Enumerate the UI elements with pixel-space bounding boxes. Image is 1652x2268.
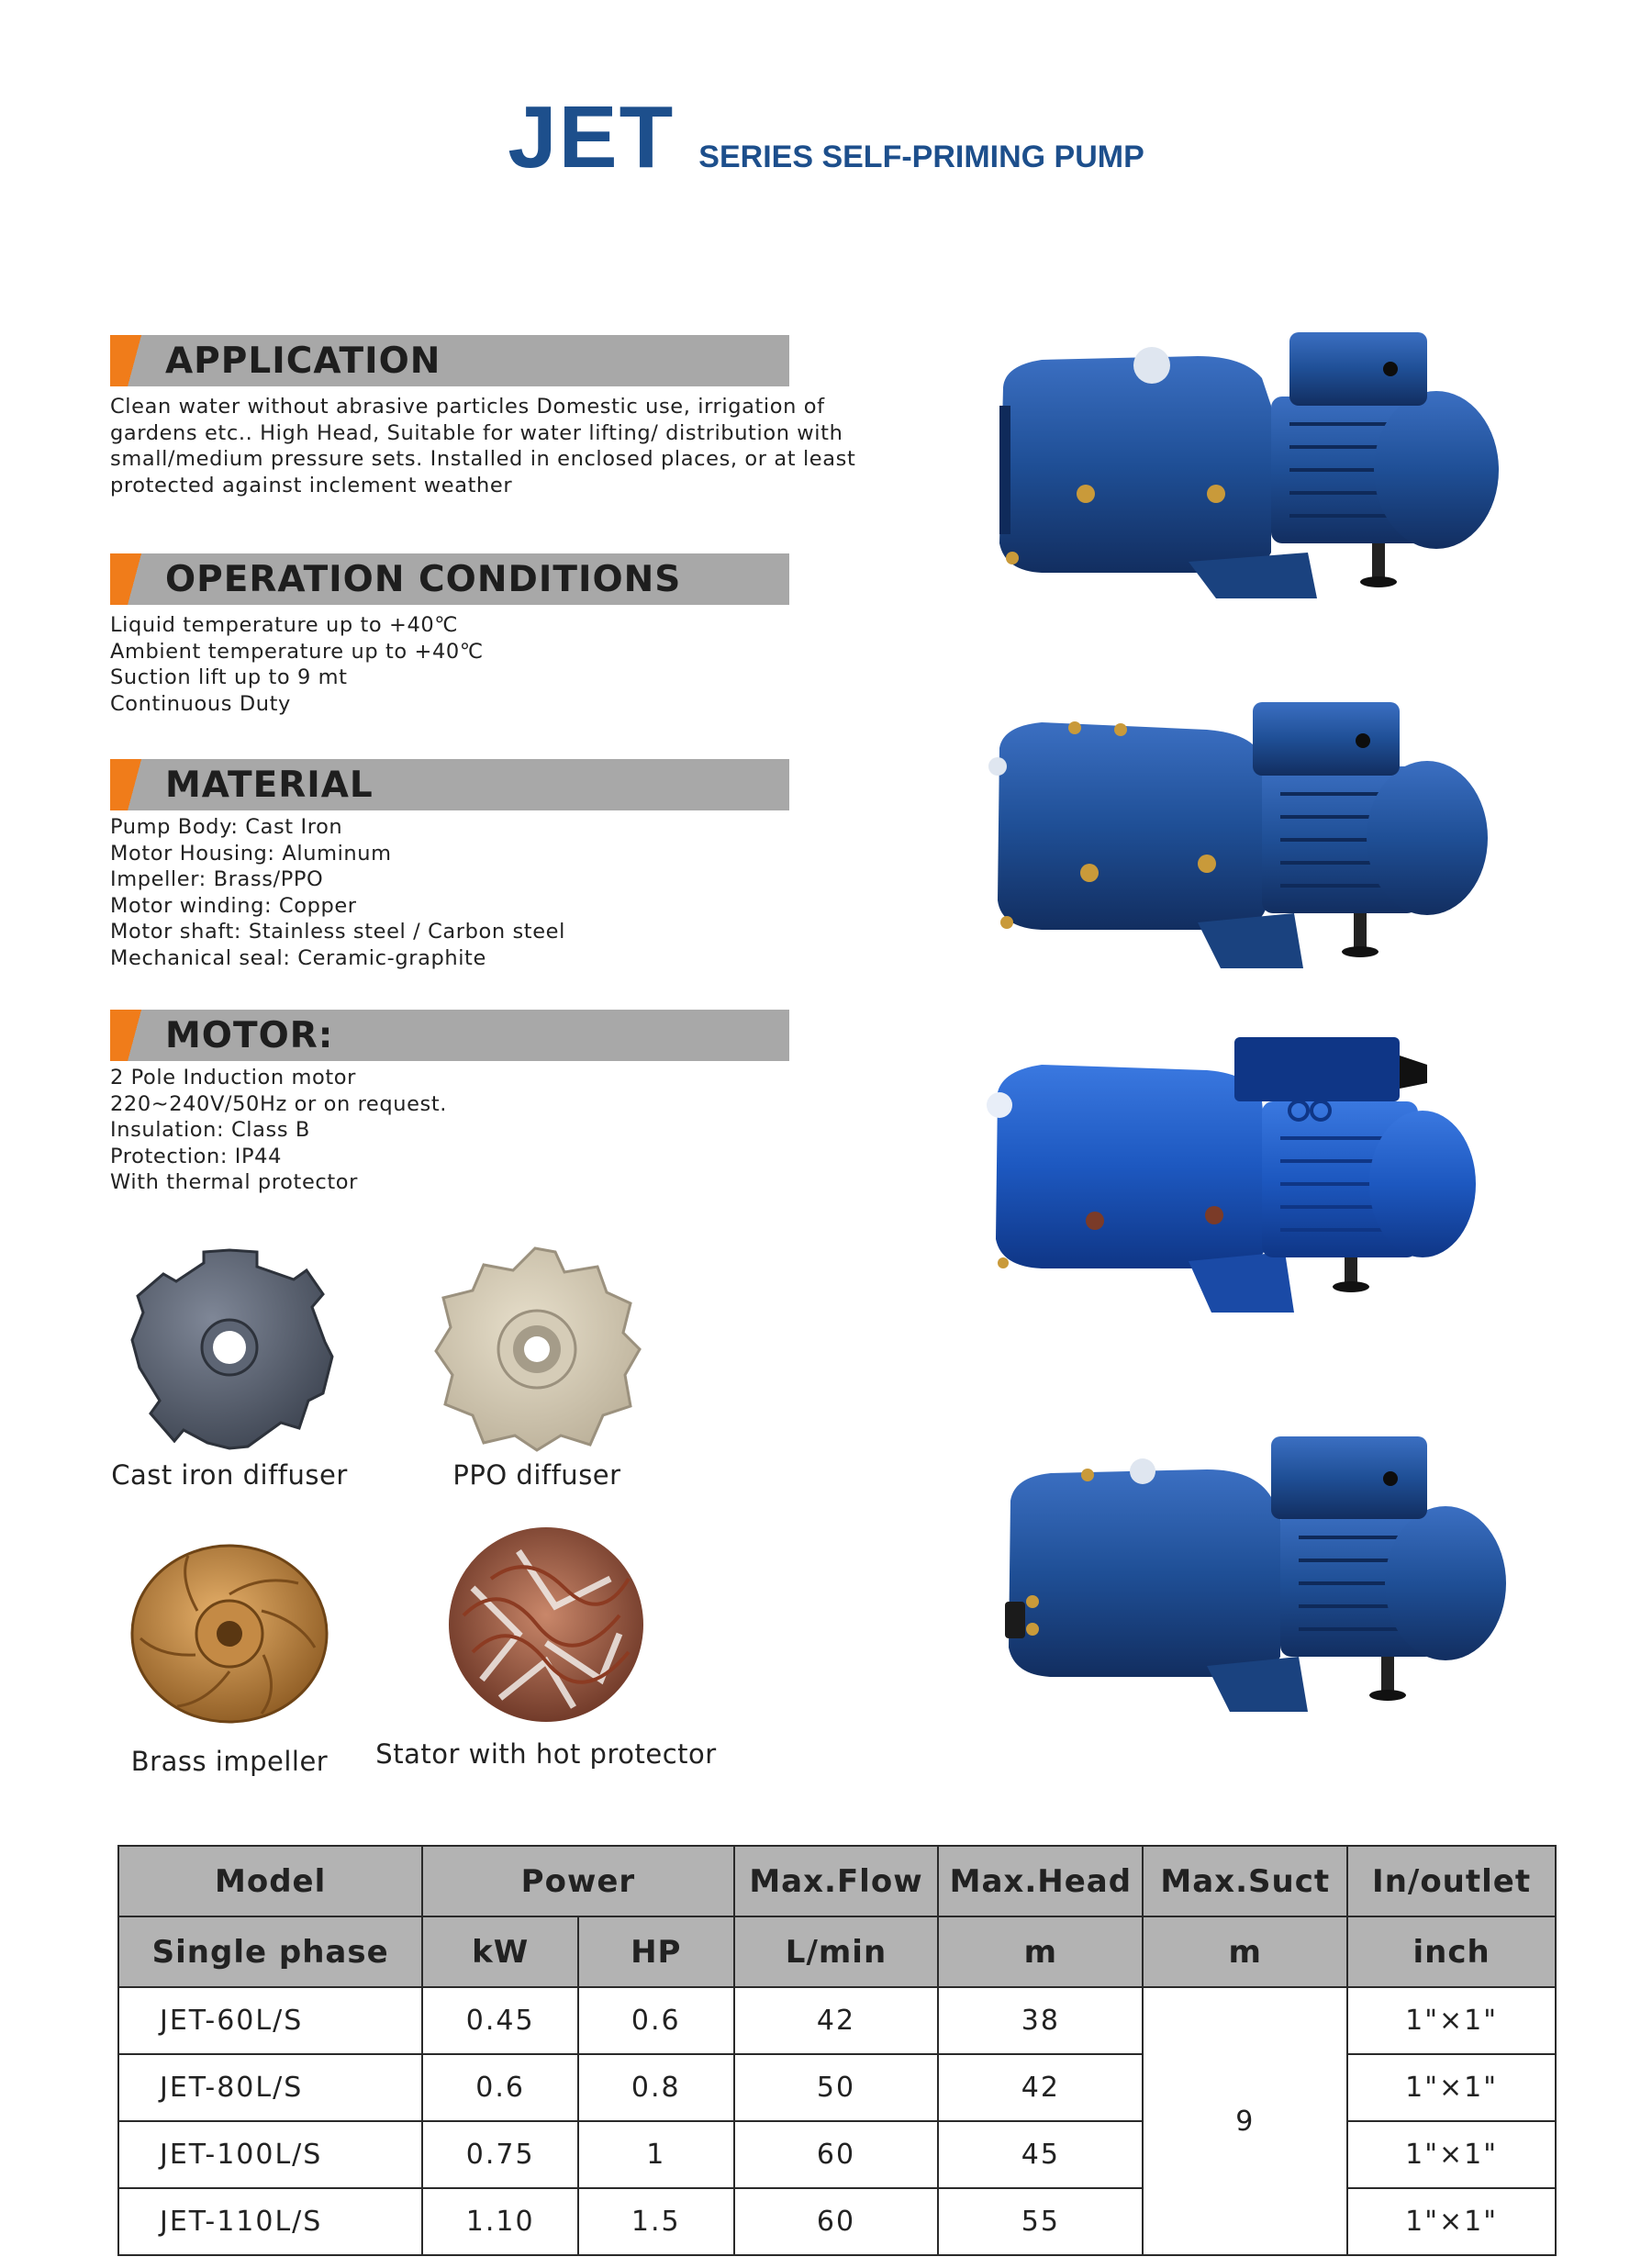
io-cell: 1"×1" <box>1347 2121 1556 2188</box>
orange-flag-icon <box>110 1010 147 1061</box>
hp-cell: 0.8 <box>578 2054 734 2121</box>
pump-image-2 <box>987 693 1501 981</box>
flow-cell: 60 <box>734 2188 939 2255</box>
brass-impeller-icon <box>124 1537 335 1735</box>
pump-image-1 <box>987 323 1510 611</box>
body-line: Liquid temperature up to +40℃ <box>110 613 459 637</box>
body-line: Protection: IP44 <box>110 1144 282 1168</box>
section-header-bar <box>110 759 789 810</box>
flow-cell: 42 <box>734 1987 939 2054</box>
head-cell: 42 <box>938 2054 1143 2121</box>
hp-cell: 0.6 <box>578 1987 734 2054</box>
section-title: MOTOR: <box>165 1015 334 1056</box>
part-caption: Brass impeller <box>130 1746 329 1777</box>
model-cell: JET-60L/S <box>118 1987 422 2054</box>
motor-section <box>110 1010 789 1196</box>
brass-impeller <box>101 1537 358 1777</box>
unit-suct: m <box>1143 1916 1347 1987</box>
head-cell: 45 <box>938 2121 1143 2188</box>
section-title: OPERATION CONDITIONS <box>165 559 682 600</box>
orange-flag-icon <box>110 759 147 810</box>
kw-cell: 0.75 <box>422 2121 578 2188</box>
jet-pump-icon <box>987 1037 1501 1322</box>
part-caption: Cast iron diffuser <box>111 1459 348 1491</box>
body-line: Suction lift up to 9 mt <box>110 665 348 689</box>
kw-cell: 0.6 <box>422 2054 578 2121</box>
unit-kw: kW <box>422 1916 578 1987</box>
section-body <box>110 814 789 971</box>
hp-cell: 1 <box>578 2121 734 2188</box>
section-body <box>110 612 789 717</box>
body-line: 2 Pole Induction motor <box>110 1066 357 1089</box>
table-unit-row <box>118 1916 1556 1987</box>
application-section <box>110 335 856 498</box>
part-caption: PPO diffuser <box>452 1459 621 1491</box>
body-line: protected against inclement weather <box>110 473 513 497</box>
orange-flag-icon <box>110 335 147 386</box>
body-line: small/medium pressure sets. Installed in enclosed places, or at least <box>110 447 856 471</box>
unit-flow: L/min <box>734 1916 939 1987</box>
body-line: Continuous Duty <box>110 691 291 716</box>
spec-table <box>117 1845 1557 2256</box>
unit-head: m <box>938 1916 1143 1987</box>
body-line: Insulation: Class B <box>110 1118 310 1142</box>
body-line: Clean water without abrasive particles Domestic use, irrigation of <box>110 395 825 419</box>
model-cell: JET-110L/S <box>118 2188 422 2255</box>
section-header-bar <box>110 335 789 386</box>
material-section <box>110 759 789 971</box>
series-subtitle: SERIES SELF-PRIMING PUMP <box>698 140 1144 174</box>
header-max-flow: Max.Flow <box>734 1846 939 1916</box>
flow-cell: 60 <box>734 2121 939 2188</box>
page-title <box>0 87 1652 188</box>
unit-inch: inch <box>1347 1916 1556 1987</box>
section-header-bar <box>110 553 789 605</box>
body-line: Impeller: Brass/PPO <box>110 867 324 891</box>
header-in-outlet: In/outlet <box>1347 1846 1556 1916</box>
kw-cell: 0.45 <box>422 1987 578 2054</box>
body-line: Motor shaft: Stainless steel / Carbon steel <box>110 920 565 944</box>
pump-image-4 <box>996 1418 1510 1725</box>
stator-hot-protector <box>372 1524 720 1770</box>
table-header-row <box>118 1846 1556 1916</box>
jet-pump-icon <box>996 1418 1510 1721</box>
brand-name: JET <box>508 88 675 186</box>
body-line: With thermal protector <box>110 1170 359 1194</box>
hp-cell: 1.5 <box>578 2188 734 2255</box>
unit-hp: HP <box>578 1916 734 1987</box>
stator-icon <box>445 1524 647 1726</box>
section-body <box>110 394 856 498</box>
body-line: Motor Housing: Aluminum <box>110 841 392 866</box>
header-power: Power <box>422 1846 733 1916</box>
model-cell: JET-100L/S <box>118 2121 422 2188</box>
orange-flag-icon <box>110 553 147 605</box>
io-cell: 1"×1" <box>1347 2188 1556 2255</box>
header-max-head: Max.Head <box>938 1846 1143 1916</box>
ppo-diffuser <box>418 1239 656 1491</box>
jet-pump-icon <box>987 693 1501 978</box>
section-header-bar <box>110 1010 789 1061</box>
head-cell: 38 <box>938 1987 1143 2054</box>
flow-cell: 50 <box>734 2054 939 2121</box>
body-line: Pump Body: Cast Iron <box>110 815 343 839</box>
kw-cell: 1.10 <box>422 2188 578 2255</box>
operation-conditions-section <box>110 553 789 717</box>
table-row <box>118 1987 1556 2054</box>
model-cell: JET-80L/S <box>118 2054 422 2121</box>
header-single-phase: Single phase <box>118 1916 422 1987</box>
cast-iron-diffuser <box>101 1239 358 1491</box>
body-line: 220~240V/50Hz or on request. <box>110 1091 448 1116</box>
pump-image-3 <box>987 1037 1501 1325</box>
io-cell: 1"×1" <box>1347 2054 1556 2121</box>
body-line: Motor winding: Copper <box>110 893 357 918</box>
body-line: Mechanical seal: Ceramic-graphite <box>110 945 486 970</box>
header-max-suct: Max.Suct <box>1143 1846 1347 1916</box>
head-cell: 55 <box>938 2188 1143 2255</box>
part-caption: Stator with hot protector <box>375 1738 717 1770</box>
suction-cell: 9 <box>1143 1987 1347 2255</box>
section-title: APPLICATION <box>165 341 441 382</box>
section-title: MATERIAL <box>165 765 374 806</box>
body-line: Ambient temperature up to +40℃ <box>110 639 484 664</box>
ppo-diffuser-icon <box>427 1239 647 1459</box>
body-line: gardens etc.. High Head, Suitable for water lifting/ distribution with <box>110 420 843 445</box>
cast-iron-diffuser-icon <box>119 1239 340 1459</box>
section-body <box>110 1065 789 1196</box>
io-cell: 1"×1" <box>1347 1987 1556 2054</box>
header-model: Model <box>118 1846 422 1916</box>
jet-pump-icon <box>987 323 1510 608</box>
